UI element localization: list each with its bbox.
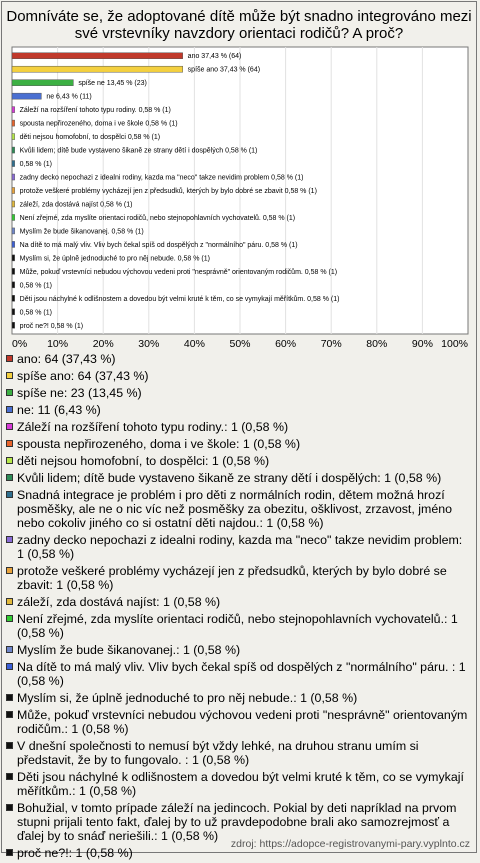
bar-chart — [0, 0, 480, 352]
legend-swatch — [6, 406, 13, 413]
legend-item — [6, 612, 472, 640]
legend-item — [6, 660, 472, 688]
legend-swatch — [6, 773, 13, 780]
legend-item — [6, 369, 472, 383]
bar-value-label: Myslím že bude šikanovanej. 0,58 % (1) — [19, 228, 144, 236]
legend-swatch — [6, 389, 13, 396]
legend-item — [6, 437, 472, 451]
bar-value-label: 0,58 % (1) — [19, 309, 52, 317]
legend-label: protože veškeré problémy vycházejí jen z předsudků, kterých by bylo dobré se zbavit: 1 (0,58 %) — [17, 564, 447, 592]
bar — [12, 295, 15, 301]
legend-label: Bohužial, v tomto prípade záleží na jedincoch. Pokial by deti napríklad na prvom stupni prijali tento fakt, ďalej by to už pravdepodobne brali ako samozrejmosť a ďalej by to snáď neriešili.: 1 (0,58 %) — [17, 801, 457, 843]
bar — [12, 309, 15, 315]
legend-item — [6, 454, 472, 468]
bar — [12, 120, 15, 126]
bar — [12, 214, 15, 220]
bar-value-label: spíše ano 37,43 % (64) — [187, 66, 261, 74]
legend-item — [6, 420, 472, 434]
legend-item — [6, 691, 472, 705]
bar — [12, 107, 15, 113]
bar-value-label: Záleží na rozšíření tohoto typu rodiny. 0,58 % (1) — [19, 107, 171, 115]
legend-label: Snadná integrace je problém i pro děti z normálních rodin, dětem možná hrozí posměšky, ale ne o nic víc než posměšky za obezitu, ošklivost, zrzavost, jméno nebo cokoliv jiného co si ostatní děti najdou.: 1 (0,58 %) — [17, 488, 453, 530]
x-tick-label: 50% — [229, 338, 251, 350]
bar-value-label: 0,58 % (1) — [19, 161, 52, 169]
legend-item — [6, 739, 472, 767]
chart-title: Domníváte se, že adoptované dítě může být snadno integrováno mezi své vrstevníky navzdory orientaci rodičů? A proč? — [6, 8, 472, 42]
bar-value-label: Na dítě to má malý vliv. Vliv bych čekal spíš od dospělých z "normálního" páru. 0,58 % (1) — [19, 241, 298, 249]
x-tick-label: 70% — [320, 338, 342, 350]
x-tick-label: 0% — [12, 338, 28, 350]
legend-label: Může, pokuď vrstevníci nebudou výchovou vedeni proti "nesprávně" orientovaným rodičům.: 1 (0,58 %) — [17, 708, 468, 736]
legend-label: děti nejsou homofobní, to dospělci: 1 (0,58 %) — [17, 454, 270, 468]
x-tick-label: 100% — [441, 338, 468, 350]
legend-label: Kvůli lidem; dítě bude vystaveno šikaně ze strany dětí i dospělých: 1 (0,58 %) — [17, 471, 442, 485]
legend-swatch — [6, 491, 13, 498]
legend-item — [6, 643, 472, 657]
bar — [12, 241, 15, 247]
bar — [12, 188, 15, 194]
legend-swatch — [6, 567, 13, 574]
legend-label: spousta nepřirozeného, doma i ve škole: 1 (0,58 %) — [17, 437, 301, 451]
legend-item — [6, 533, 472, 561]
legend-item — [6, 564, 472, 592]
bar — [12, 80, 73, 86]
legend-swatch — [6, 849, 13, 856]
legend-label: zadny decko nepochazi z idealni rodiny, kazda ma "neco" takze nevidim problem: 1 (0,58 %) — [17, 533, 463, 561]
legend-label: Záleží na rozšíření tohoto typu rodiny.: 1 (0,58 %) — [17, 420, 289, 434]
legend — [6, 352, 472, 863]
legend-label: Na dítě to má malý vliv. Vliv bych čekal spíš od dospělých z "normálního" páru. : 1 (0,58 %) — [17, 660, 466, 688]
legend-swatch — [6, 615, 13, 622]
legend-label: proč ne?!: 1 (0,58 %) — [17, 846, 133, 860]
legend-label: spíše ano: 64 (37,43 %) — [17, 369, 149, 383]
bar — [12, 174, 15, 180]
bar — [12, 322, 15, 328]
x-tick-label: 60% — [275, 338, 297, 350]
x-tick-label: 30% — [138, 338, 160, 350]
legend-item — [6, 770, 472, 798]
legend-swatch — [6, 742, 13, 749]
bar-value-label: zadny decko nepochazi z idealni rodiny, kazda ma "neco" takze nevidim problem 0,58 % (1) — [19, 174, 304, 182]
bar-value-label: Není zřejmé, zda myslíte orientaci rodičů, nebo stejnopohlavních vychovatelů. 0,58 % (1) — [19, 214, 296, 222]
legend-label: Myslím že bude šikanovanej.: 1 (0,58 %) — [17, 643, 241, 657]
legend-swatch — [6, 694, 13, 701]
legend-swatch — [6, 536, 13, 543]
source-note: zdroj: https://adopce-registrovanymi-pary.vyplnto.cz — [230, 838, 470, 850]
legend-label: ano: 64 (37,43 %) — [17, 352, 116, 366]
legend-swatch — [6, 372, 13, 379]
legend-label: záleží, zda dostává najíst: 1 (0,58 %) — [17, 595, 221, 609]
legend-label: V dnešní společnosti to nemusí být vždy lehké, na druhou stranu umím si představit, že by to fungovalo. : 1 (0,58 %) — [17, 739, 419, 767]
bar-value-label: ne 6,43 % (11) — [46, 93, 92, 101]
legend-label: Není zřejmé, zda myslíte orientaci rodičů, nebo stejnopohlavních vychovatelů.: 1 (0,58 %) — [17, 612, 458, 640]
legend-item — [6, 386, 472, 400]
legend-swatch — [6, 646, 13, 653]
legend-item — [6, 488, 472, 530]
legend-label: spíše ne: 23 (13,45 %) — [17, 386, 142, 400]
legend-label: Myslím si, že úplně jednoduché to pro něj nebude.: 1 (0,58 %) — [17, 691, 358, 705]
x-tick-label: 40% — [183, 338, 205, 350]
legend-label: ne: 11 (6,43 %) — [17, 403, 101, 417]
bar — [12, 66, 183, 72]
legend-item — [6, 352, 472, 366]
bar — [12, 255, 15, 261]
bar-value-label: 0,58 % (1) — [19, 282, 52, 290]
bar-value-label: ano 37,43 % (64) — [187, 53, 242, 61]
legend-swatch — [6, 355, 13, 362]
legend-swatch — [6, 440, 13, 447]
legend-item — [6, 708, 472, 736]
legend-swatch — [6, 663, 13, 670]
x-tick-label: 20% — [92, 338, 114, 350]
bar-value-label: spíše ne 13,45 % (23) — [78, 80, 147, 88]
bar — [12, 201, 15, 207]
bar — [12, 93, 41, 99]
bar — [12, 53, 183, 59]
legend-swatch — [6, 423, 13, 430]
legend-swatch — [6, 804, 13, 811]
legend-swatch — [6, 474, 13, 481]
legend-swatch — [6, 598, 13, 605]
bar — [12, 282, 15, 288]
bar-value-label: proč ne?! 0,58 % (1) — [19, 322, 84, 330]
legend-swatch — [6, 457, 13, 464]
x-tick-label: 80% — [366, 338, 388, 350]
legend-item — [6, 403, 472, 417]
legend-swatch — [6, 711, 13, 718]
bar-value-label: Děti jsou náchylné k odlišnostem a dovedou být velmi kruté k těm, co se vymykají měřítkům. 0,58 % (1) — [19, 295, 340, 303]
bar-value-label: spousta nepřirozeného, doma i ve škole 0,58 % (1) — [19, 120, 178, 128]
bar-value-label: Kvůli lidem; dítě bude vystaveno šikaně ze strany dětí i dospělých 0,58 % (1) — [19, 147, 258, 155]
bar-value-label: protože veškeré problémy vycházejí jen z předsudků, kterých by bylo dobré se zbavit 0,58 % (1) — [19, 188, 317, 195]
legend-item — [6, 595, 472, 609]
legend-item — [6, 471, 472, 485]
legend-item — [6, 801, 472, 843]
x-tick-label: 90% — [411, 338, 433, 350]
legend-label: Děti jsou náchylné k odlišnostem a dovedou být velmi kruté k těm, co se vymykají měřítkům.: 1 (0,58 %) — [17, 770, 464, 798]
bar — [12, 268, 15, 274]
bar — [12, 228, 15, 234]
bar — [12, 161, 15, 167]
bar-value-label: záleží, zda dostává najíst 0,58 % (1) — [19, 201, 133, 209]
bar-value-label: Může, pokuď vrstevníci nebudou výchovou vedeni proti "nesprávně" orientovaným rodičům. 0,58 % (1) — [19, 268, 338, 276]
bar-value-label: děti nejsou homofobní, to dospělci 0,58 % (1) — [19, 134, 161, 142]
x-tick-label: 10% — [47, 338, 69, 350]
bar-value-label: Myslím si, že úplně jednoduché to pro něj nebude. 0,58 % (1) — [19, 255, 210, 263]
bar — [12, 147, 15, 153]
bar — [12, 134, 15, 140]
